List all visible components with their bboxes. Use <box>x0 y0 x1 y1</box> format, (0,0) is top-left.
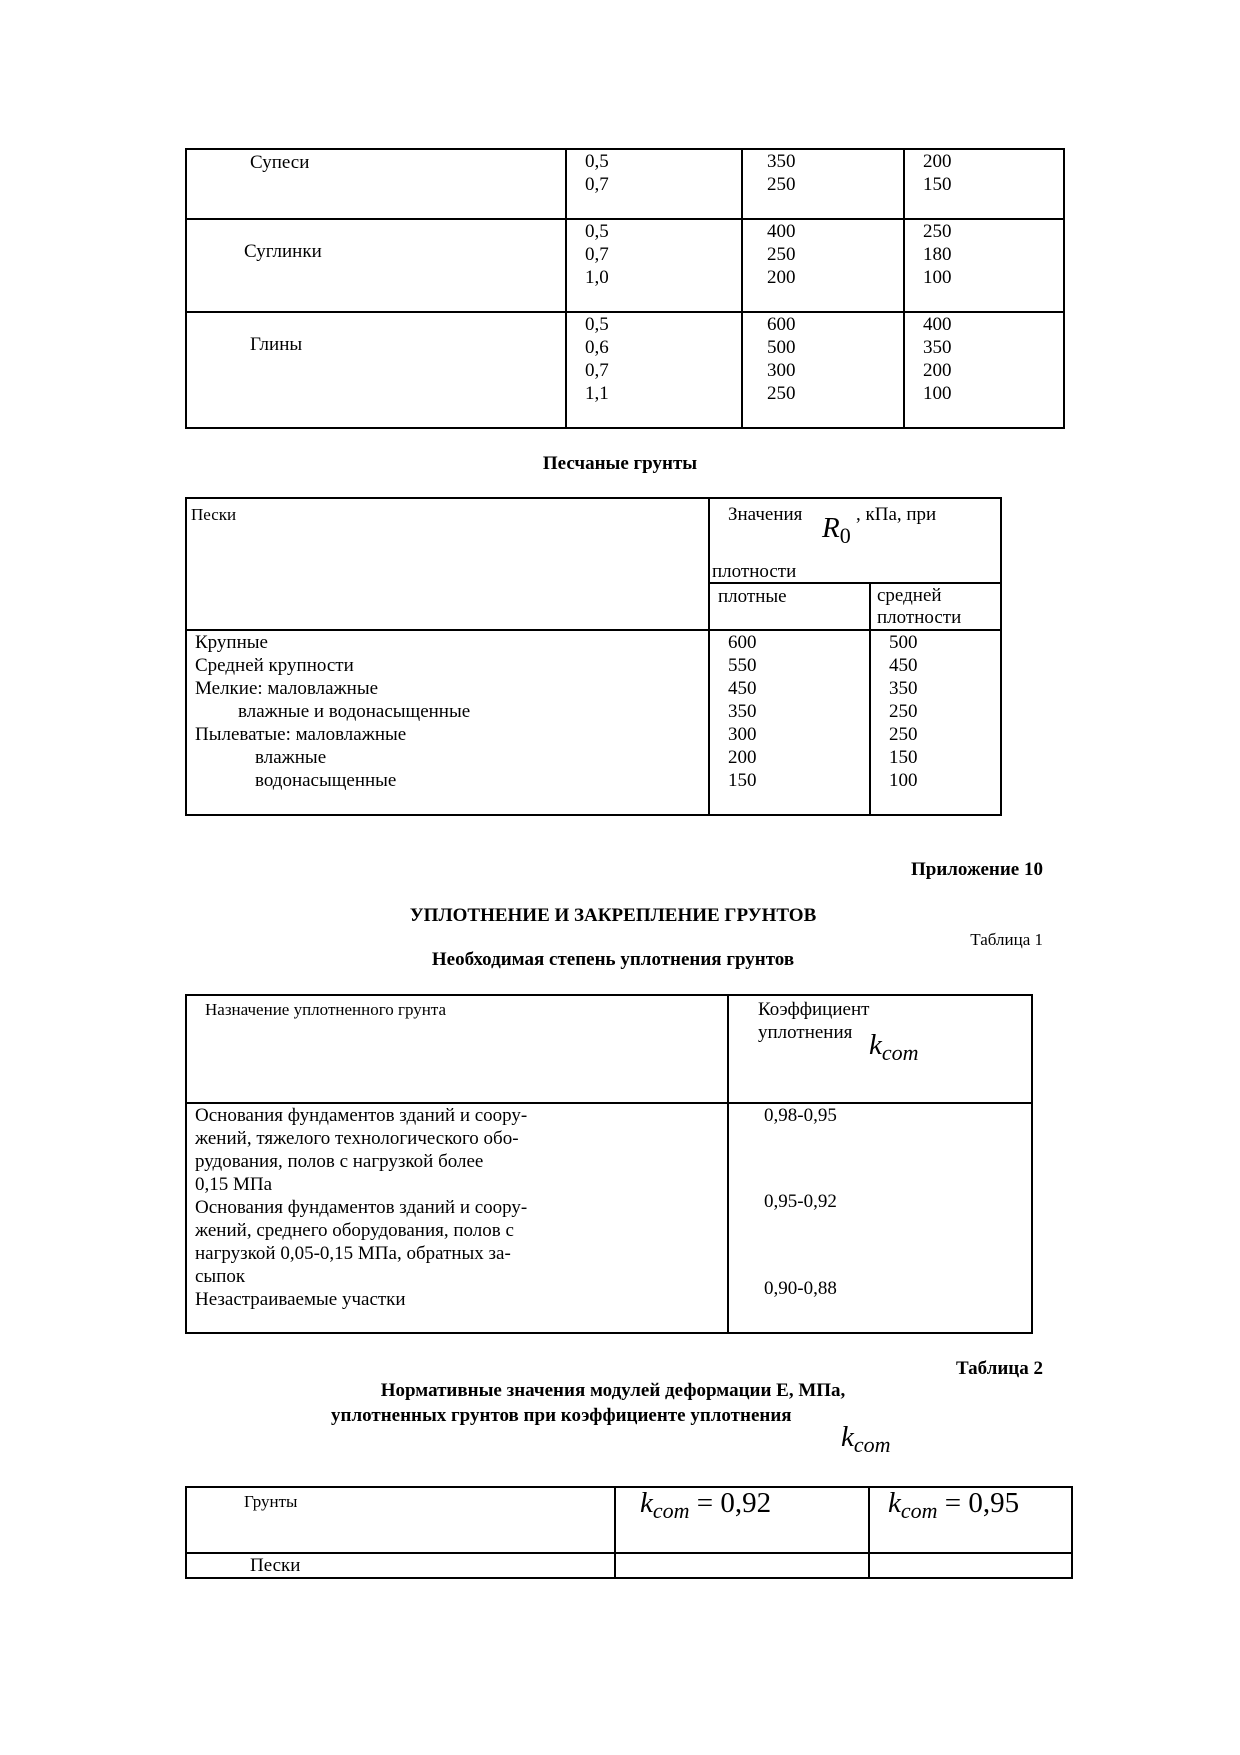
resistance-value: 300 <box>767 360 796 381</box>
dense-value: 600 <box>728 632 757 653</box>
table-header-row <box>186 498 1001 583</box>
porosity-value: 0,5 <box>585 314 609 335</box>
soil-name: Супеси <box>250 152 310 173</box>
table-row <box>186 312 1064 428</box>
resistance-value: 100 <box>923 383 952 404</box>
col-medium-header: средней плотности <box>877 585 962 628</box>
sand-type: влажные <box>255 747 327 768</box>
table-header-row <box>186 995 1032 1103</box>
resistance-value: 150 <box>923 174 952 195</box>
dense-value: 450 <box>728 678 757 699</box>
header-purpose: Назначение уплотненного грунта <box>205 1000 447 1019</box>
table-header-row <box>186 1487 1072 1553</box>
soil-name: Суглинки <box>244 241 322 262</box>
coef-value: 0,95-0,92 <box>764 1191 837 1212</box>
sand-type: Мелкие: маловлажные <box>195 678 379 699</box>
header-soils: Грунты <box>244 1492 298 1511</box>
header-sands: Пески <box>191 505 237 524</box>
medium-value: 150 <box>889 747 918 768</box>
sand-type: Пылеватые: маловлажные <box>195 724 407 745</box>
medium-value: 500 <box>889 632 918 653</box>
col-dense-header: плотные <box>718 586 787 607</box>
table2-title-line1: Нормативные значения модулей деформации E, МПа, <box>380 1380 846 1401</box>
r0-symbol: $R_0$ <box>822 512 851 548</box>
resistance-value: 400 <box>767 221 796 242</box>
sand-type: водонасыщенные <box>255 770 397 791</box>
medium-value: 250 <box>889 724 918 745</box>
resistance-value: 350 <box>923 337 952 358</box>
kcom-symbol: $k_{com}$ <box>841 1421 891 1457</box>
porosity-value: 0,5 <box>585 221 609 242</box>
porosity-value: 0,5 <box>585 151 609 172</box>
resistance-value: 600 <box>767 314 796 335</box>
resistance-value: 350 <box>767 151 796 172</box>
kcom-092-header: $k_{com} = 0,92$ <box>640 1487 772 1523</box>
resistance-value: 200 <box>923 151 952 172</box>
medium-value: 350 <box>889 678 918 699</box>
porosity-value: 0,7 <box>585 360 609 381</box>
table-row <box>186 149 1064 219</box>
soil-name: Глины <box>250 334 303 355</box>
sandy-soils-table <box>185 497 1002 816</box>
dense-value: 300 <box>728 724 757 745</box>
header-values-prefix: Значения <box>728 504 803 525</box>
deformation-modulus-table <box>185 1486 1073 1579</box>
appendix-label: Приложение 10 <box>910 859 1043 880</box>
resistance-value: 250 <box>767 383 796 404</box>
porosity-value: 1,0 <box>585 267 609 288</box>
resistance-value: 200 <box>923 360 952 381</box>
table-row <box>186 1553 1072 1578</box>
compaction-degree-table <box>185 994 1033 1334</box>
purpose-text: Основания фундаментов зданий и соору- жений, тяжелого технологического обо- рудования, полов с нагрузкой более 0,15 МПа <box>195 1105 528 1195</box>
header-density: плотности <box>712 561 797 582</box>
soil-name: Пески <box>250 1555 301 1576</box>
dense-value: 350 <box>728 701 757 722</box>
resistance-value: 400 <box>923 314 952 335</box>
table2-label: Таблица 2 <box>955 1358 1043 1379</box>
kcom-095-header: $k_{com} = 0,95$ <box>888 1487 1020 1523</box>
medium-value: 450 <box>889 655 918 676</box>
table2-title-line2: уплотненных грунтов при коэффициенте уплотнения <box>331 1405 792 1426</box>
appendix-title: УПЛОТНЕНИЕ И ЗАКРЕПЛЕНИЕ ГРУНТОВ <box>409 905 817 926</box>
medium-value: 100 <box>889 770 918 791</box>
sand-type: Средней крупности <box>195 655 354 676</box>
resistance-value: 500 <box>767 337 796 358</box>
medium-value: 250 <box>889 701 918 722</box>
resistance-value: 250 <box>767 174 796 195</box>
porosity-value: 1,1 <box>585 383 609 404</box>
resistance-value: 100 <box>923 267 952 288</box>
coef-value: 0,90-0,88 <box>764 1278 837 1299</box>
table-row <box>186 219 1064 312</box>
sand-type: Крупные <box>195 632 268 653</box>
porosity-value: 0,6 <box>585 337 609 358</box>
resistance-value: 180 <box>923 244 952 265</box>
dense-value: 150 <box>728 770 757 791</box>
sand-type: влажные и водонасыщенные <box>238 701 471 722</box>
resistance-value: 250 <box>767 244 796 265</box>
header-coef: Коэффициент уплотнения <box>758 999 870 1043</box>
table-row <box>186 1103 1032 1333</box>
purpose-text: Основания фундаментов зданий и соору- жений, среднего оборудования, полов с нагрузкой 0,05-0,15 МПа, обратных за- сыпок <box>195 1197 528 1287</box>
resistance-value: 200 <box>767 267 796 288</box>
table-row <box>186 630 1001 815</box>
kcom-symbol: $k_{com}$ <box>869 1029 919 1065</box>
section-title: Песчаные грунты <box>542 453 698 474</box>
table1-label: Таблица 1 <box>970 930 1043 949</box>
resistance-value: 250 <box>923 221 952 242</box>
purpose-text: Незастраиваемые участки <box>195 1289 406 1310</box>
header-values-suffix: , кПа, при <box>856 504 937 525</box>
soil-resistance-table <box>185 148 1065 429</box>
coef-value: 0,98-0,95 <box>764 1105 837 1126</box>
porosity-value: 0,7 <box>585 174 609 195</box>
dense-value: 200 <box>728 747 757 768</box>
dense-value: 550 <box>728 655 757 676</box>
table1-title: Необходимая степень уплотнения грунтов <box>431 949 795 970</box>
porosity-value: 0,7 <box>585 244 609 265</box>
